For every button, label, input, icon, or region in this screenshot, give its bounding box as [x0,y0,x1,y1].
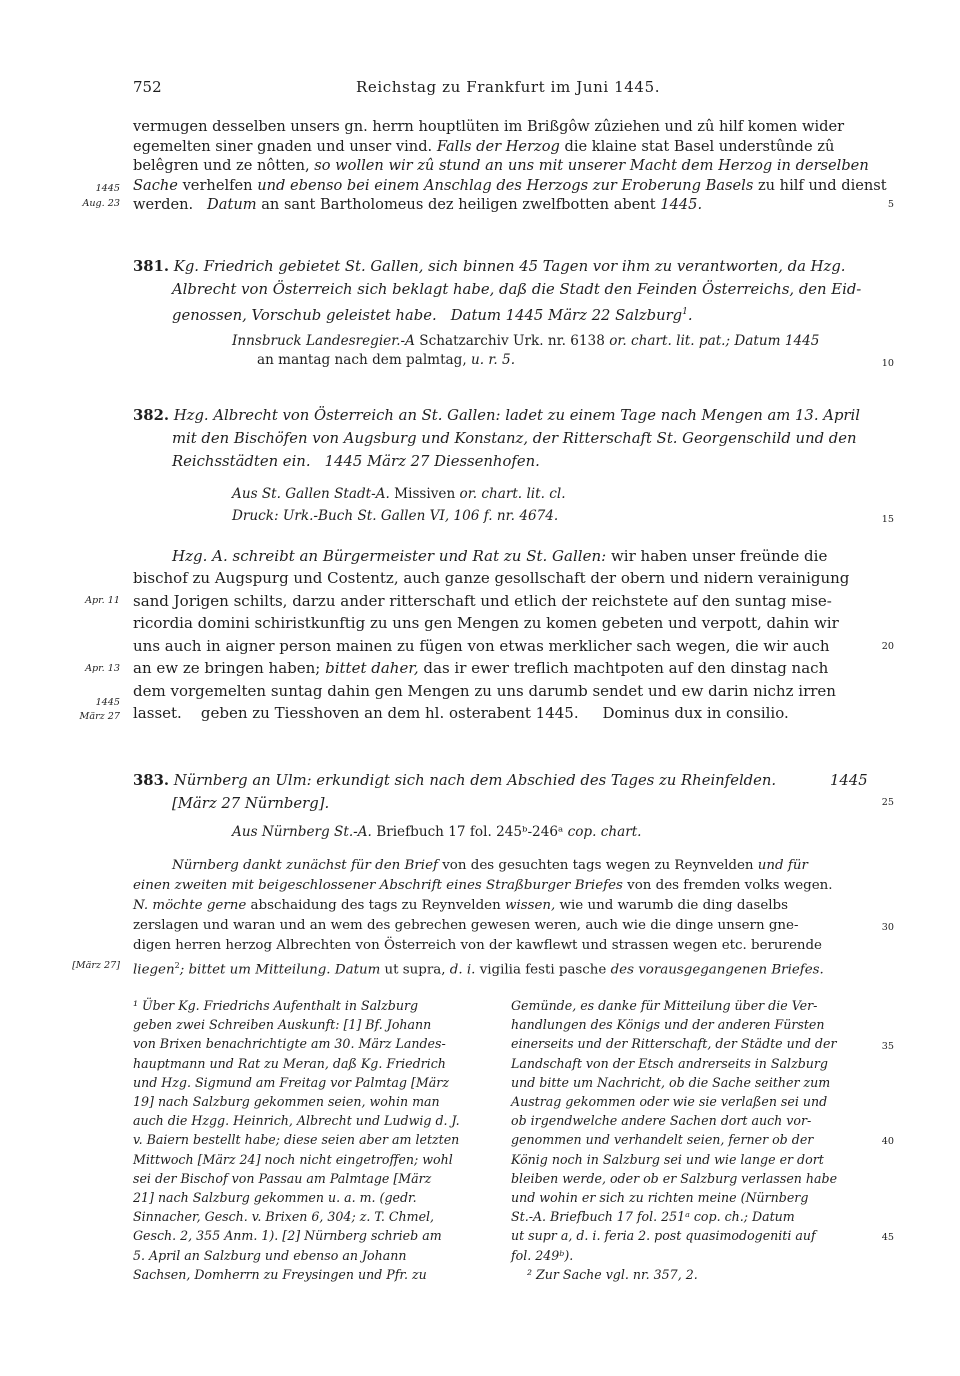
footnote-line: bleiben werde, oder ob er Salzburg verlassen habe [511,1170,838,1186]
footnote-line: Gemünde, es danke für Mitteilung über die Ver- [511,998,818,1013]
doc-382-heading: Reichsstädten ein. 1445 März 27 Diessenhofen. [172,453,540,470]
text-line: belêgren und ze nôtten, so wollen wir zû stund an uns mit unserer Macht dem Herzog in derselben [133,157,869,174]
source-line: Druck: Urk.-Buch St. Gallen VI, 106 f. nr. 4674. [232,508,559,524]
footnote-line: Landschaft von der Etsch andrerseits in Salzburg [511,1055,828,1071]
footnote-line: ² Zur Sache vgl. nr. 357, 2. [527,1266,698,1282]
footnote-line: auch die Hzgg. Heinrich, Albrecht und Ludwig d. J. [133,1113,460,1129]
line-number: 25 [881,797,894,808]
footnote-line: St.-A. Briefbuch 17 fol. 251ᵃ cop. ch.; Datum [511,1209,795,1225]
text-line: ricordia domini schiristkunftig zu uns gen Mengen zu komen gebeten und verpott, dahin wir [133,614,839,632]
footnote-line: 21] nach Salzburg gekommen u. a. m. (gedr. [133,1190,417,1206]
source-line: an mantag nach dem palmtag, u. r. 5. [257,352,516,368]
line-number: 5 [887,199,894,210]
text-line: werden. Datum an sant Bartholomeus dez heiligen zwelfbotten abent 1445. [133,196,703,213]
margin-date: Apr. 11 [85,595,120,606]
footnote-column-left [133,996,491,1284]
margin-date: 1445 [95,183,120,194]
footnote-line: von Brixen benachrichtigte am 30. März Landes- [133,1036,446,1052]
margin-date: Apr. 13 [85,663,120,674]
text-line: einen zweiten mit beigeschlossener Abschrift eines Straßburger Briefes von des fremden volks wegen. [133,878,833,893]
doc-381-heading: 381. Kg. Friedrich gebietet St. Gallen, sich binnen 45 Tagen vor ihm zu verantworten, da Hzg. [133,258,846,275]
source-line: Innsbruck Landesregier.-A Schatzarchiv Urk. nr. 6138 or. chart. lit. pat.; Datum 1445 [232,333,820,349]
text-line: zerslagen und waran und an wem des gebrechen gewesen weren, auch wie die dinge unsern gne- [133,918,799,933]
text-line: an ew ze bringen haben; bittet daher, das ir ewer treflich machtpoten auf den dinstag nach [133,659,829,677]
text-line: lasset. geben zu Tiesshoven an dem hl. osterabent 1445. Dominus dux in consilio. [133,704,789,722]
footnote-line: Austrag gekommen oder wie sie verlaßen sei und [511,1094,828,1110]
doc-382-heading: mit den Bischöfen von Augsburg und Konstanz, der Ritterschaft St. Georgenschild und den [172,430,857,447]
footnote-line: sei der Bischof von Passau am Palmtage [März [133,1170,432,1186]
text-line: digen herren herzog Albrechten von Österreich von der kawflewt und strassen wegen etc. berurende [133,938,822,953]
doc-383-heading: 383. Nürnberg an Ulm: erkundigt sich nach dem Abschied des Tages zu Rheinfelden. [133,772,777,789]
footnote-line: v. Baiern bestellt habe; diese seien aber am letzten [133,1132,460,1148]
source-line: Aus St. Gallen Stadt-A. Missiven or. chart. lit. cl. [232,486,566,502]
footnote-line: ¹ Über Kg. Friedrichs Aufenthalt in Salzburg [133,998,419,1013]
footnote-line: Mittwoch [März 24] noch nicht eingetroffen; wohl [133,1151,453,1167]
text-line: sand Jorigen schilts, darzu ander ritterschaft und etlich der reichstete auf den suntag mise- [133,592,832,610]
line-number: 10 [881,358,894,369]
footnote-line: Sinnacher, Gesch. v. Brixen 6, 304; z. T. Chmel, [133,1209,435,1225]
doc-381-heading: genossen, Vorschub geleistet habe. Datum 1445 März 22 Salzburg$^1$. [172,306,693,324]
page-number: 752 [133,78,162,96]
doc-383-heading: [März 27 Nürnberg]. [172,795,330,812]
text-line: N. möchte gerne abschaidung des tags zu Reynvelden wissen, wie und warumb die ding daselbs [133,898,788,913]
line-number: 15 [881,514,894,525]
line-number: 30 [881,922,894,933]
text-line: Sache verhelfen und ebenso bei einem Anschlag des Herzogs zur Eroberung Basels zu hilf und dienst [133,177,887,194]
footnote-line: ob irgendwelche andere Sachen dort auch vor- [511,1113,812,1129]
text-line: egemelten siner gnaden und unser vind. Falls der Herzog die klaine stat Basel understûnde zû [133,138,835,155]
line-number: 35 [881,1041,894,1052]
running-title: Reichstag zu Frankfurt im Juni 1445. [356,78,661,96]
source-line: Aus Nürnberg St.-A. Briefbuch 17 fol. 245ᵇ-246ᵃ cop. chart. [232,824,642,840]
text-line: vermugen desselben unsers gn. herrn houptlüten im Brißgôw zûziehen und zû hilf komen wider [133,118,845,135]
line-number: 45 [881,1232,894,1243]
margin-date: März 27 [79,711,120,722]
footnote-line: und wohin er sich zu richten meine (Nürnberg [511,1190,809,1206]
text-line: bischof zu Augspurg und Costentz, auch ganze gesollschaft der obern und nidern verainigung [133,569,850,587]
margin-date: Aug. 23 [82,198,120,209]
footnote-line: Gesch. 2, 355 Anm. 1). [2] Nürnberg schrieb am [133,1228,442,1244]
footnote-line: fol. 249ᵇ). [511,1247,574,1263]
text-line: dem vorgemelten suntag dahin gen Mengen zu uns darumb sendet und ew darin nichz irren [133,682,836,700]
footnote-line: Sachsen, Domherrn zu Freysingen und Pfr. zu [133,1266,427,1282]
footnote-line: ut supr a, d. i. feria 2. post quasimodogeniti auf [511,1228,816,1244]
margin-date: 1445 [95,697,120,708]
footnote-line: hauptmann und Rat zu Meran, daß Kg. Friedrich [133,1055,446,1071]
footnote-line: und Hzg. Sigmund am Freitag vor Palmtag [März [133,1074,449,1090]
footnote-line: 5. April an Salzburg und ebenso an Johann [133,1247,407,1263]
footnote-line: einerseits und der Ritterschaft, der Städte und der [511,1036,837,1052]
margin-date: [März 27] [72,960,120,971]
footnote-line: handlungen des Königs und der anderen Fürsten [511,1017,825,1033]
footnote-column-right [511,996,869,1284]
footnote-line: genommen und verhandelt seien, ferner ob der [511,1132,814,1148]
line-number: 40 [881,1136,894,1147]
footnote-line: und bitte um Nachricht, ob die Sache seither zum [511,1074,831,1090]
doc-381-heading: Albrecht von Österreich sich beklagt habe, daß die Stadt den Feinden Österreichs, den Eid- [172,281,862,298]
footnote-line: König noch in Salzburg sei und wie lange er dort [511,1151,824,1167]
footnote-line: 19] nach Salzburg gekommen seien, wohin man [133,1094,440,1110]
text-line: Nürnberg dankt zunächst für den Brief von des gesuchten tags wegen zu Reynvelden und für [172,858,808,873]
text-line: Hzg. A. schreibt an Bürgermeister und Rat zu St. Gallen: wir haben unser freünde die [172,547,828,565]
line-number: 20 [881,641,894,652]
text-line: liegen$^2$; bittet um Mitteilung. Datum ut supra, d. i. vigilia festi pasche des vorausgegangenen Briefes. [133,961,824,978]
doc-382-heading: 382. Hzg. Albrecht von Österreich an St. Gallen: ladet zu einem Tage nach Mengen am 13. April [133,407,860,424]
doc-383-date: 1445 [830,772,868,789]
footnote-line: geben zwei Schreiben Auskunft: [1] Bf. Johann [133,1017,432,1033]
text-line: uns auch in aigner person mainen zu fügen von etwas merklicher sach wegen, die wir auch [133,637,830,655]
